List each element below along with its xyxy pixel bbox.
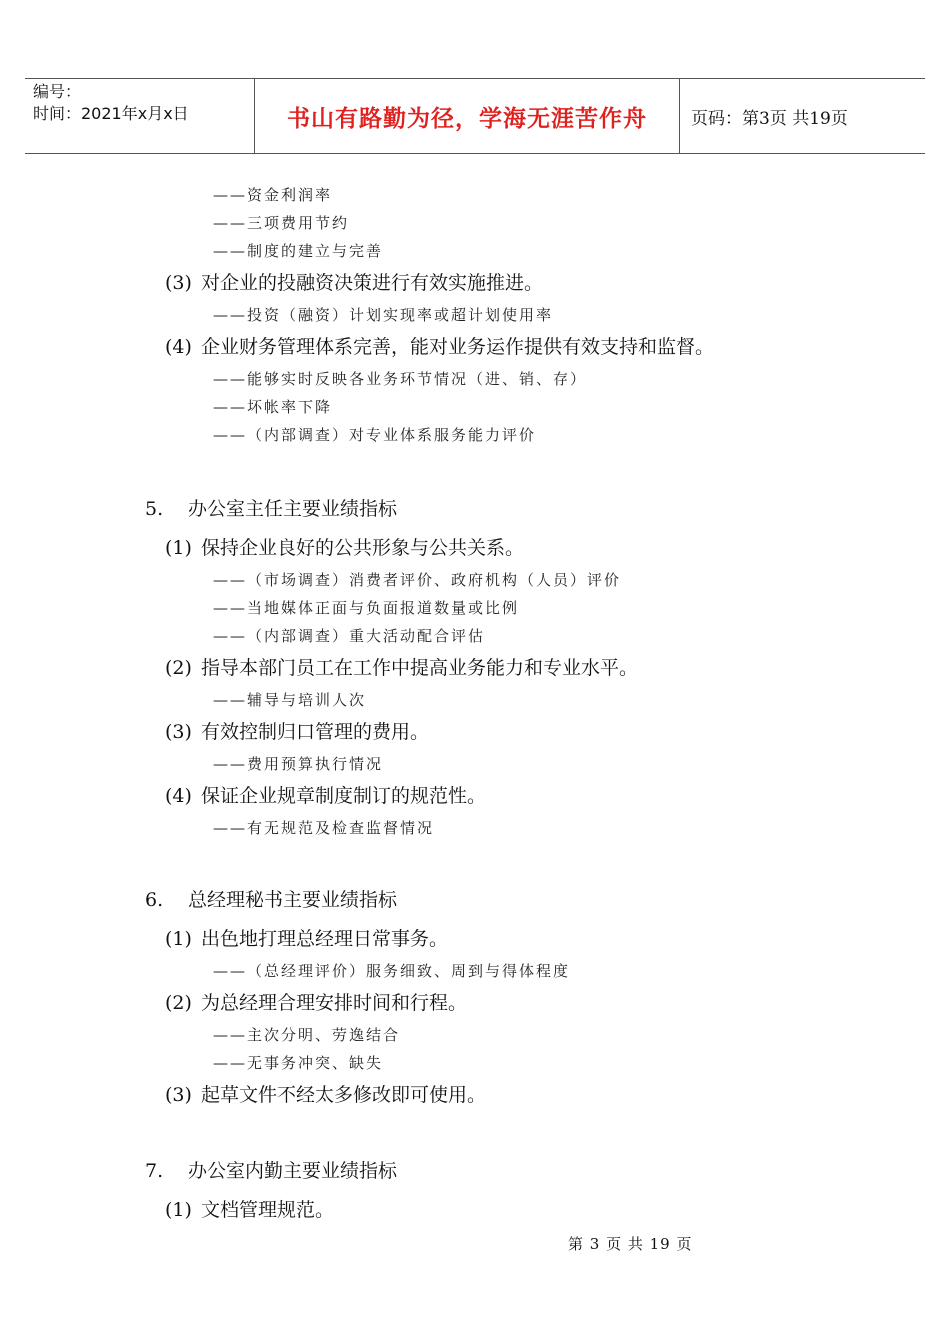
item-text: 保持企业良好的公共形象与公共关系。: [201, 537, 525, 559]
list-item: [165, 717, 429, 744]
item-number: (1): [165, 1199, 192, 1221]
item-number: (1): [165, 928, 192, 950]
item-number: (4): [165, 785, 192, 807]
indicator-line: ——费用预算执行情况: [213, 755, 384, 773]
item-text: 出色地打理总经理日常事务。: [201, 928, 449, 950]
list-item: [165, 268, 543, 295]
indicator-line: ——无事务冲突、缺失: [213, 1054, 384, 1072]
list-item: [165, 924, 448, 951]
section-heading: [145, 494, 397, 521]
item-text: 起草文件不经太多修改即可使用。: [201, 1084, 487, 1106]
item-text: 有效控制归口管理的费用。: [201, 721, 430, 743]
list-item: [165, 533, 524, 560]
item-text: 指导本部门员工在工作中提高业务能力和专业水平。: [201, 657, 639, 679]
section-number: 5.: [145, 498, 164, 520]
list-item: [165, 332, 714, 359]
section-heading: [145, 1156, 397, 1183]
indicator-line: ——坏帐率下降: [213, 398, 333, 416]
document-header: [25, 78, 925, 154]
item-number: (1): [165, 537, 192, 559]
item-number: (3): [165, 1084, 192, 1106]
page-footer: 第 3 页 共 19 页: [568, 1235, 693, 1253]
document-number-label: 编号：: [33, 82, 82, 101]
page-label: 页码：第3页 共19页: [691, 108, 848, 129]
item-text: 企业财务管理体系完善，能对业务运作提供有效支持和监督。: [201, 336, 715, 358]
indicator-line: ——辅导与培训人次: [213, 691, 367, 709]
indicator-line: ——制度的建立与完善: [213, 242, 384, 260]
list-item: [165, 1080, 486, 1107]
section-number: 6.: [145, 889, 164, 911]
list-item: [165, 653, 638, 680]
indicator-line: ——（总经理评价）服务细致、周到与得体程度: [213, 962, 571, 980]
item-number: (2): [165, 992, 192, 1014]
indicator-line: ——（内部调查）对专业体系服务能力评价: [213, 426, 537, 444]
header-meta: [25, 79, 254, 153]
item-text: 保证企业规章制度制订的规范性。: [201, 785, 487, 807]
section-number: 7.: [145, 1160, 164, 1182]
header-page-info: [680, 79, 925, 153]
indicator-line: ——资金利润率: [213, 186, 333, 204]
indicator-line: ——有无规范及检查监督情况: [213, 819, 435, 837]
section-title: 办公室主任主要业绩指标: [188, 498, 398, 520]
item-text: 对企业的投融资决策进行有效实施推进。: [201, 272, 544, 294]
section-title: 办公室内勤主要业绩指标: [188, 1160, 398, 1182]
indicator-line: ——当地媒体正面与负面报道数量或比例: [213, 599, 520, 617]
indicator-line: ——（市场调查）消费者评价、政府机构（人员）评价: [213, 571, 622, 589]
indicator-line: ——能够实时反映各业务环节情况（进、销、存）: [213, 370, 588, 388]
item-number: (2): [165, 657, 192, 679]
item-number: (3): [165, 272, 192, 294]
motto-text: 书山有路勤为径，学海无涯苦作舟: [287, 104, 647, 132]
item-number: (4): [165, 336, 192, 358]
item-text: 为总经理合理安排时间和行程。: [201, 992, 468, 1014]
indicator-line: ——主次分明、劳逸结合: [213, 1026, 401, 1044]
item-number: (3): [165, 721, 192, 743]
list-item: [165, 781, 486, 808]
section-heading: [145, 885, 397, 912]
item-text: 文档管理规范。: [201, 1199, 335, 1221]
header-motto: [254, 79, 680, 153]
section-title: 总经理秘书主要业绩指标: [188, 889, 398, 911]
indicator-line: ——投资（融资）计划实现率或超计划使用率: [213, 306, 554, 324]
list-item: [165, 1195, 334, 1222]
indicator-line: ——（内部调查）重大活动配合评估: [213, 627, 486, 645]
document-time-label: 时间：2021年x月x日: [33, 104, 189, 123]
list-item: [165, 988, 467, 1015]
indicator-line: ——三项费用节约: [213, 214, 350, 232]
